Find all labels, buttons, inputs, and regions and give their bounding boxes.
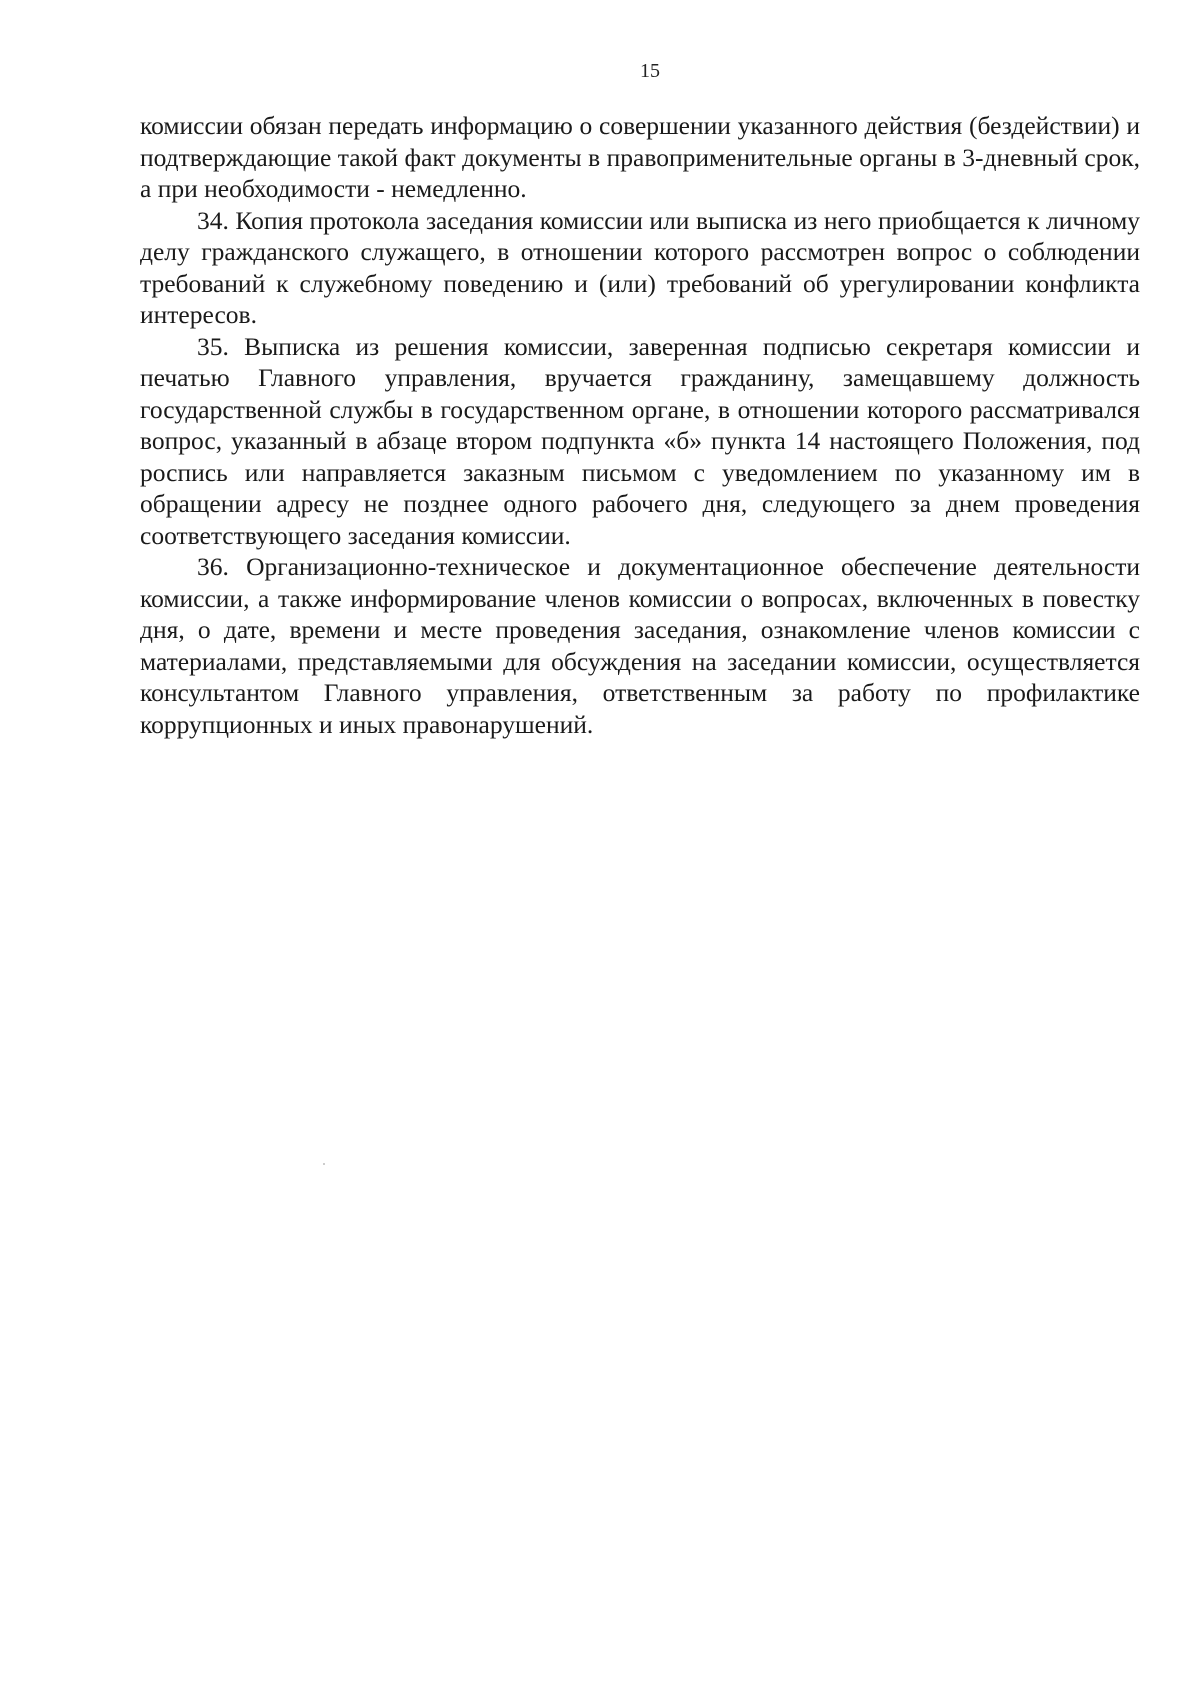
paragraph-continuation: комиссии обязан передать информацию о совершении указанного действия (бездействии) и подтверждающие такой факт документы в правоприменительные органы в 3-дневный срок, а при необходимости - немедленно. — [140, 111, 1140, 203]
document-body — [140, 110, 1140, 740]
paragraph-36: 36. Организационно-техническое и документационное обеспечение деятельности комиссии, а также информирование членов комиссии о вопросах, включенных в повестку дня, о дате, времени и месте проведения заседания, ознакомление членов комиссии с материалами, представляемыми для обсуждения на заседании комиссии, осуществляется консультантом Главного управления, ответственным за работу по профилактике коррупционных и иных правонарушений. — [140, 552, 1140, 739]
page-number: 15 — [640, 60, 660, 82]
paragraph-34: 34. Копия протокола заседания комиссии или выписка из него приобщается к личному делу гражданского служащего, в отношении которого рассмотрен вопрос о соблюдении требований к служебному поведению и (или) требований об урегулировании конфликта интересов. — [140, 205, 1140, 329]
paragraph-35: 35. Выписка из решения комиссии, заверенная подписью секретаря комиссии и печатью Главного управления, вручается гражданину, замещавшему должность государственной службы в государственном органе, в отношении которого рассматривался вопрос, указанный в абзаце втором подпункта «б» пункта 14 настоящего Положения, под роспись или направляется заказным письмом с уведомлением по указанному им в обращении адресу не позднее одного рабочего дня, следующего за днем проведения соответствующего заседания комиссии. — [140, 331, 1140, 550]
scan-speck — [323, 1163, 325, 1165]
